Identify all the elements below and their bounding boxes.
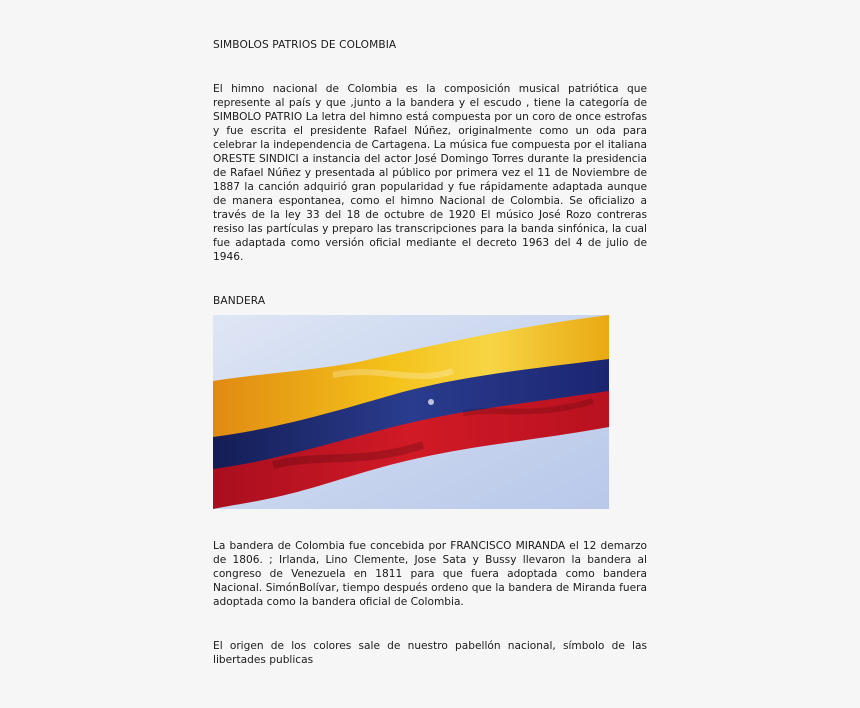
bandera-heading: BANDERA <box>213 295 266 307</box>
colores-paragraph: El origen de los colores sale de nuestro pabellón nacional, símbolo de las libertades publicas <box>213 640 647 666</box>
text-column <box>213 38 647 667</box>
colombia-flag-photo <box>213 315 609 509</box>
himno-paragraph: El himno nacional de Colombia es la composición musical patriótica que represente al país y que ,junto a la bandera y el escudo , tiene la categoría de SIMBOLO PATRIO La letra del himno está compuesta por un coro de once estrofas y fue escrita el presidente Rafael Núñez, originalmente como un oda para celebrar la independencia de Cartagena. La música fue compuesta por el italiana ORESTE SINDICI a instancia del actor José Domingo Torres durante la presidencia de Rafael Núñez y presentada al público por primera vez el 11 de Noviembre de 1887 la canción adquirió gran popularidad y fue rápidamente adaptada aunque de manera espontanea, como el himno Nacional de Colombia. Se oficializo a través de la ley 33 del 18 de octubre de 1920 El músico José Rozo contreras resiso las partículas y preparo las transcripciones para la banda sinfónica, la cual fue adaptada como versión oficial mediante el decreto 1963 del 4 de julio de 1946. <box>213 83 647 263</box>
document-title: SIMBOLOS PATRIOS DE COLOMBIA <box>213 39 397 51</box>
bandera-paragraph: La bandera de Colombia fue concebida por FRANCISCO MIRANDA el 12 demarzo de 1806. ; Irlanda, Lino Clemente, Jose Sata y Bussy llevaron la bandera al congreso de Venezuela en 1811 para que fuera adoptada como bandera Nacional. SimónBolívar, tiempo después ordeno que la bandera de Miranda fuera adoptada como la bandera oficial de Colombia. <box>213 540 647 608</box>
